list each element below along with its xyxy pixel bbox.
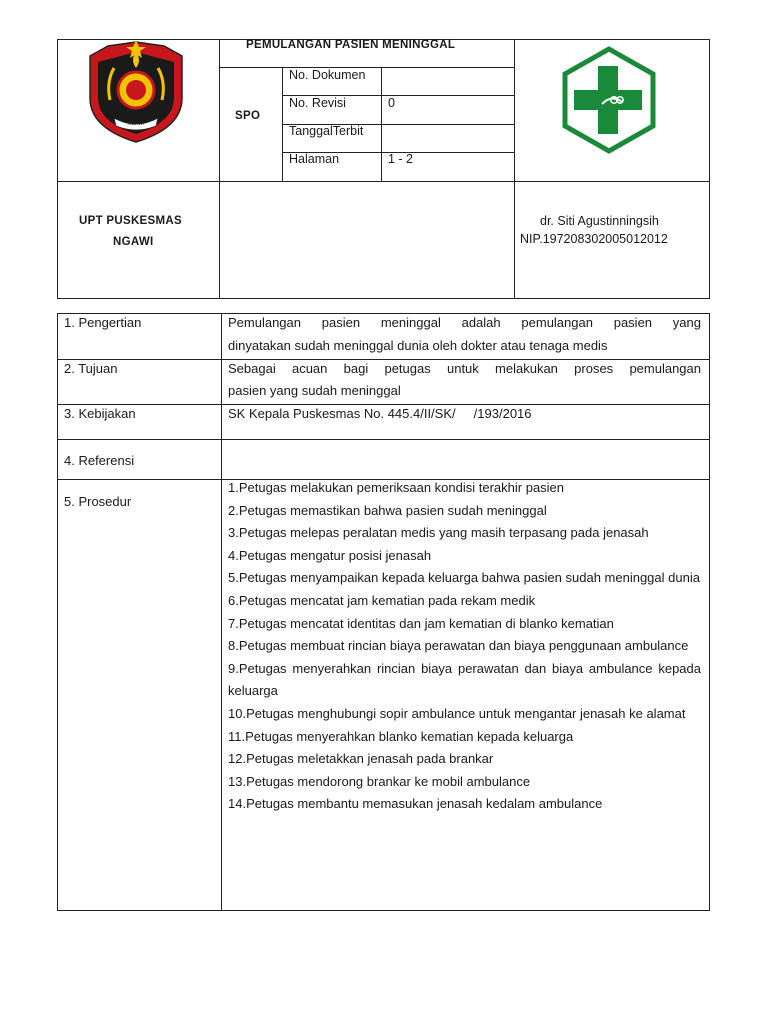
- procedure-step: 7.Petugas mencatat identitas dan jam kematian di blanko kematian: [228, 615, 614, 631]
- pengertian-line-2: dinyatakan sudah meninggal dunia oleh dokter atau tenaga medis: [228, 338, 608, 353]
- procedure-step: 13.Petugas mendorong brankar ke mobil ambulance: [228, 773, 531, 789]
- section-label-kebijakan: 3. Kebijakan: [64, 406, 136, 421]
- puskesmas-logo: [560, 46, 658, 154]
- section-label-pengertian: 1. Pengertian: [64, 315, 142, 330]
- procedure-step: 1.Petugas melakukan pemeriksaan kondisi terakhir pasien: [228, 480, 565, 495]
- field-tanggal-terbit-label: TanggalTerbit: [289, 124, 364, 138]
- procedure-step: 3.Petugas melepas peralatan medis yang masih terpasang pada jenasah: [228, 525, 649, 541]
- pengertian-line-1: Pemulangan pasien meninggal adalah pemulangan pasien yang: [228, 315, 701, 330]
- tujuan-line-2: pasien yang sudah meninggal: [228, 383, 401, 398]
- document-title: PEMULANGAN PASIEN MENINGGAL: [246, 39, 456, 51]
- procedure-step: 4.Petugas mengatur posisi jenasah: [228, 547, 432, 563]
- field-no-dokumen-label: No. Dokumen: [289, 68, 366, 82]
- org-name-line1: UPT PUSKESMAS: [79, 215, 182, 227]
- tujuan-line-1: Sebagai acuan bagi petugas untuk melakukan proses pemulangan: [228, 361, 701, 376]
- emblem-banner-text: NGAWI: [127, 121, 145, 127]
- procedure-step: 12.Petugas meletakkan jenasah pada brankar: [228, 751, 494, 767]
- field-no-revisi-label: No. Revisi: [289, 96, 346, 110]
- spo-label: SPO: [235, 110, 261, 122]
- procedure-step: 9.Petugas menyerahkan rincian biaya perawatan dan biaya ambulance kepada keluarga: [228, 660, 701, 699]
- field-no-revisi-value: 0: [388, 96, 395, 110]
- procedure-step: 8.Petugas membuat rincian biaya perawatan dan biaya penggunaan ambulance: [228, 638, 689, 654]
- prosedur-steps: [228, 477, 701, 816]
- field-halaman-value: 1 - 2: [388, 152, 414, 166]
- kebijakan-text: SK Kepala Puskesmas No. 445.4/II/SK/ /193/2016: [228, 406, 532, 421]
- section-label-referensi: 4. Referensi: [64, 453, 135, 468]
- signer-name: dr. Siti Agustinningsih: [540, 214, 659, 228]
- section-label-tujuan: 2. Tujuan: [64, 361, 118, 376]
- procedure-step: 10.Petugas menghubungi sopir ambulance untuk mengantar jenasah ke alamat: [228, 705, 686, 721]
- procedure-step: 2.Petugas memastikan bahwa pasien sudah meninggal: [228, 502, 547, 518]
- procedure-step: 14.Petugas membantu memasukan jenasah kedalam ambulance: [228, 796, 603, 812]
- org-name-line2: NGAWI: [113, 236, 154, 248]
- signer-nip: NIP.197208302005012012: [520, 232, 668, 246]
- procedure-step: 11.Petugas menyerahkan blanko kematian kepada keluarga: [228, 728, 574, 744]
- field-halaman-label: Halaman: [289, 152, 340, 166]
- procedure-step: 6.Petugas mencatat jam kematian pada rekam medik: [228, 592, 536, 608]
- ngawi-emblem-logo: [86, 38, 186, 146]
- section-label-prosedur: 5. Prosedur: [64, 494, 132, 509]
- procedure-step: 5.Petugas menyampaikan kepada keluarga bahwa pasien sudah meninggal dunia: [228, 570, 700, 586]
